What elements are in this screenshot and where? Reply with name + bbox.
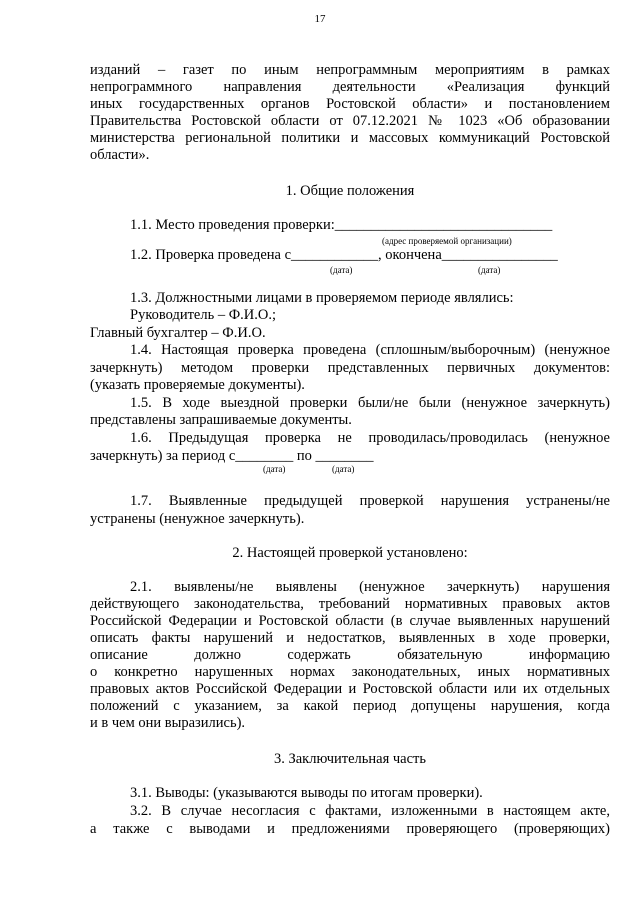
- text-line: 1.6. Предыдущая проверка не проводилась/проводилась (ненужное: [130, 430, 610, 446]
- text-line: зачеркнуть) методом проверки представленных первичных документов:: [90, 360, 610, 376]
- text-line: 1.4. Настоящая проверка проведена (сплошным/выборочным) (ненужное: [130, 342, 610, 358]
- text-line: 1.1. Место проведения проверки:______________________________: [130, 217, 553, 233]
- text-line: правовых актов Российской Федерации и Ростовской области или их отдельных: [90, 681, 610, 697]
- text-line: Правительства Ростовской области от 07.12.2021 № 1023 «Об образовании: [90, 113, 610, 129]
- subscript-label: (дата): [330, 265, 353, 275]
- subscript-label: (дата): [478, 265, 501, 275]
- subscript-label: (дата): [332, 464, 355, 474]
- text-line: а также с выводами и предложениями проверяющего (проверяющих): [90, 821, 610, 837]
- text-line: 1.2. Проверка проведена с____________, окончена________________: [130, 247, 558, 263]
- text-line: описание должно содержать обязательную информацию: [90, 647, 610, 663]
- text-line: Руководитель – Ф.И.О.;: [130, 307, 277, 323]
- text-line: устранены (ненужное зачеркнуть).: [90, 511, 305, 527]
- text-line: представлены запрашиваемые документы.: [90, 412, 352, 428]
- text-line: 1.5. В ходе выездной проверки были/не были (ненужное зачеркнуть): [130, 395, 610, 411]
- text-line: (указать проверяемые документы).: [90, 377, 305, 393]
- text-line: 3.1. Выводы: (указываются выводы по итогам проверки).: [130, 785, 483, 801]
- subscript-label: (адрес проверяемой организации): [382, 236, 512, 246]
- text-line: 1.3. Должностными лицами в проверяемом периоде являлись:: [130, 290, 514, 306]
- text-line: Российской Федерации и Ростовской области (в случае выявленных нарушений: [90, 613, 610, 629]
- text-line: непрограммного направления деятельности «Реализация функций: [90, 79, 610, 95]
- section-heading: 3. Заключительная часть: [273, 751, 427, 767]
- section-heading: 2. Настоящей проверкой установлено:: [232, 545, 468, 561]
- text-line: 1.7. Выявленные предыдущей проверкой нарушения устранены/не: [130, 493, 610, 509]
- text-line: 3.2. В случае несогласия с фактами, изложенными в настоящем акте,: [130, 803, 610, 819]
- text-line: действующего законодательства, требований нормативных правовых актов: [90, 596, 610, 612]
- text-line: описать факты нарушений и недостатков, выявленных в ходе проверки,: [90, 630, 610, 646]
- text-line: министерства региональной политики и массовых коммуникаций Ростовской: [90, 130, 610, 146]
- text-line: области».: [90, 147, 150, 163]
- text-line: изданий – газет по иным непрограммным мероприятиям в рамках: [90, 62, 610, 78]
- section-heading: 1. Общие положения: [285, 183, 415, 199]
- subscript-label: (дата): [263, 464, 286, 474]
- text-line: Главный бухгалтер – Ф.И.О.: [90, 325, 266, 341]
- text-line: иных государственных органов Ростовской области» и постановлением: [90, 96, 610, 112]
- text-line: и в чем они выразились).: [90, 715, 246, 731]
- text-line: о конкретно нарушенных нормах законодательных, иных нормативных: [90, 664, 610, 680]
- text-line: положений с указанием, за какой период допущены нарушения, когда: [90, 698, 610, 714]
- text-line: зачеркнуть) за период с________ по ________: [90, 448, 374, 464]
- text-line: 2.1. выявлены/не выявлены (ненужное зачеркнуть) нарушения: [130, 579, 610, 595]
- page-number: 17: [314, 13, 326, 25]
